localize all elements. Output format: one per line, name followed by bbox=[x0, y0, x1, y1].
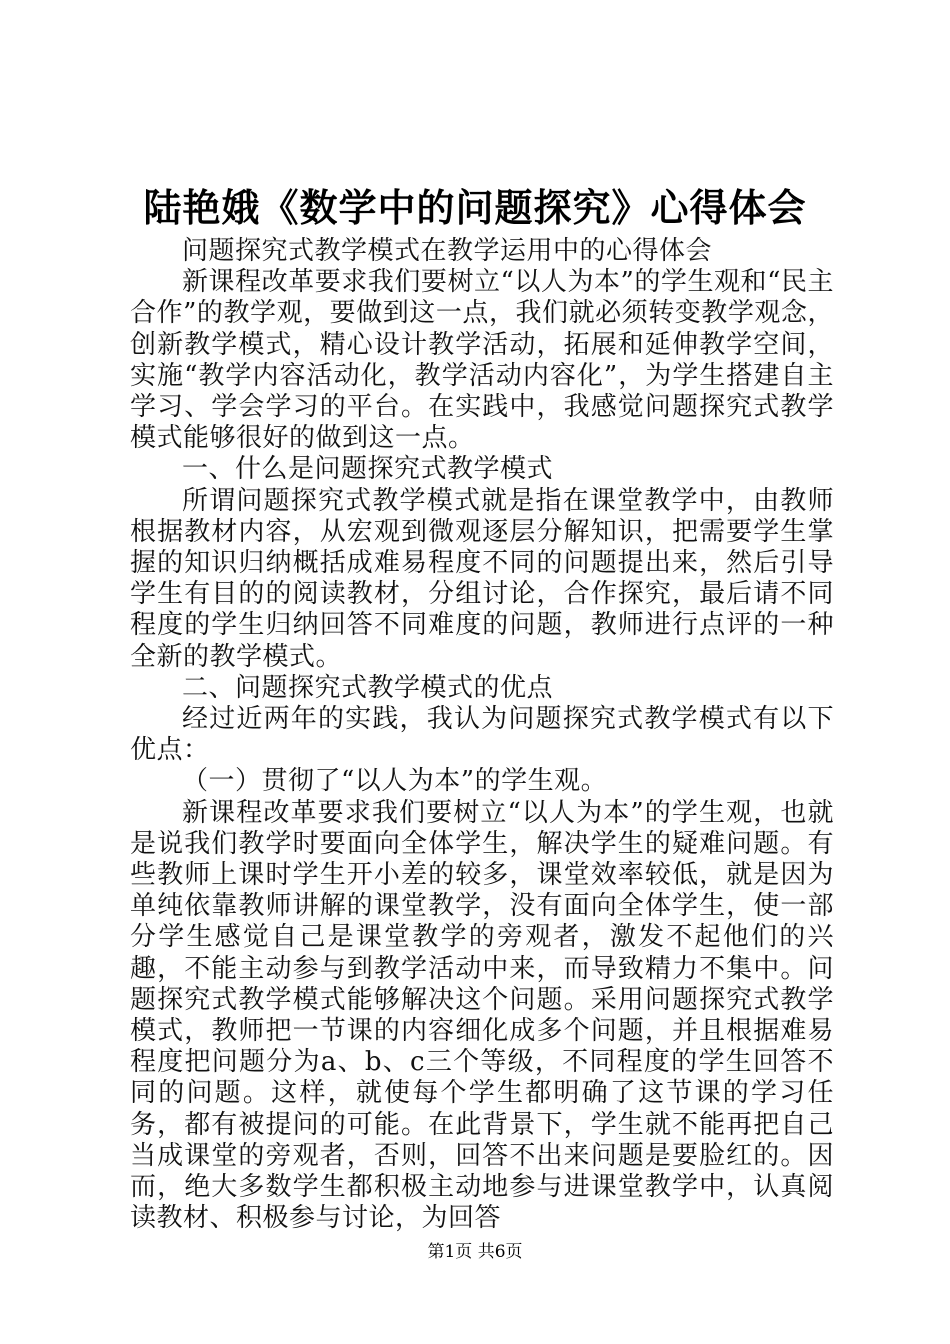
subsection-heading: （一）贯彻了“以人为本”的学生观。 bbox=[182, 766, 608, 797]
section-heading: 二、问题探究式教学模式的优点 bbox=[182, 672, 554, 703]
document-title: 陆艳娥《数学中的问题探究》心得体会 bbox=[143, 185, 807, 230]
paragraph: 新课程改革要求我们要树立“以人为本”的学生观和“民主合作”的教学观，要做到这一点，我们就必须转变教学观念，创新教学模式，精心设计教学活动，拓展和延伸教学空间，实施“教学内容活动化，教学活动内容化”，为学生搭建自主学习、学会学习的平台。在实践中，我感觉问题探究式教学模式能够很好的做到这一点。 bbox=[130, 267, 834, 454]
paragraph: 所谓问题探究式教学模式就是指在课堂教学中，由教师根据教材内容，从宏观到微观逐层分解知识，把需要学生掌握的知识归纳概括成难易程度不同的问题提出来，然后引导学生有目的的阅读教材，分组讨论，合作探究，最后请不同程度的学生归纳回答不同难度的问题，教师进行点评的一种全新的教学模式。 bbox=[130, 485, 834, 672]
document-body bbox=[130, 236, 834, 1235]
section-heading: 一、什么是问题探究式教学模式 bbox=[182, 454, 554, 485]
paragraph: 经过近两年的实践，我认为问题探究式教学模式有以下优点： bbox=[130, 704, 834, 766]
page-footer: 第1页 共6页 bbox=[427, 1242, 523, 1262]
paragraph-subtitle: 问题探究式教学模式在教学运用中的心得体会 bbox=[182, 236, 713, 266]
paragraph: 新课程改革要求我们要树立“以人为本”的学生观，也就是说我们教学时要面向全体学生，解决学生的疑难问题。有些教师上课时学生开小差的较多，课堂效率较低，就是因为单纯依靠教师讲解的课堂教学，没有面向全体学生，使一部分学生感觉自己是课堂教学的旁观者，激发不起他们的兴趣，不能主动参与到教学活动中来，而导致精力不集中。问题探究式教学模式能够解决这个问题。采用问题探究式教学模式，教师把一节课的内容细化成多个问题，并且根据难易程度把问题分为a、b、c三个等级，不同程度的学生回答不同的问题。这样，就使每个学生都明确了这节课的学习任务，都有被提问的可能。在此背景下，学生就不能再把自己当成课堂的旁观者，否则，回答不出来问题是要脸红的。因而，绝大多数学生都积极主动地参与进课堂教学中，认真阅读教材、积极参与讨论，为回答 bbox=[130, 797, 834, 1234]
